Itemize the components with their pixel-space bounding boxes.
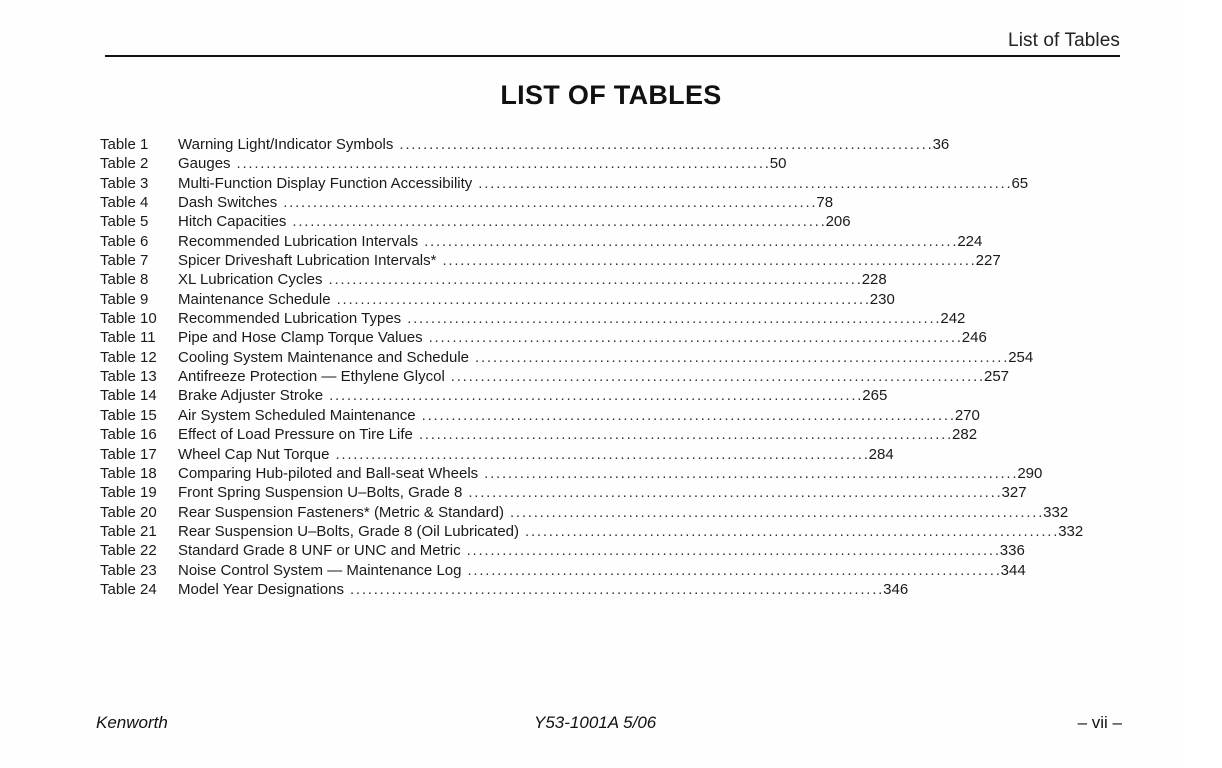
toc-entry-page: 65 bbox=[1011, 174, 1029, 192]
toc-entry[interactable] bbox=[100, 309, 966, 328]
toc-entry-label: Table 23 bbox=[100, 561, 157, 579]
toc-entry-label: Table 1 bbox=[100, 136, 149, 153]
dot-leader bbox=[407, 309, 938, 328]
toc-entry-label: Table 22 bbox=[100, 542, 157, 560]
toc-entry-page: 206 bbox=[825, 213, 851, 231]
toc-entry-page: 254 bbox=[1008, 348, 1034, 366]
toc-entry-page: 78 bbox=[816, 194, 834, 212]
toc-entry-title: Maintenance Schedule bbox=[178, 290, 331, 308]
toc-entry-label: Table 3 bbox=[100, 174, 149, 192]
toc-entry-label: Table 4 bbox=[100, 194, 149, 212]
toc-entry-page: 246 bbox=[961, 329, 987, 347]
toc-entry[interactable] bbox=[100, 386, 888, 405]
toc-entry-title: Brake Adjuster Stroke bbox=[178, 387, 324, 405]
toc-entry-title: Dash Switches bbox=[178, 194, 278, 212]
dot-leader bbox=[429, 328, 960, 347]
dot-leader bbox=[329, 386, 860, 405]
dot-leader bbox=[468, 483, 999, 502]
toc-entry-label: Table 11 bbox=[100, 329, 156, 347]
toc-entry-page: 346 bbox=[883, 580, 909, 598]
dot-leader bbox=[467, 541, 998, 560]
toc-entry-label: Table 12 bbox=[100, 348, 157, 366]
toc-entry-label: Table 9 bbox=[100, 290, 149, 308]
toc-entry-label: Table 16 bbox=[100, 426, 157, 444]
toc-entry-page: 282 bbox=[952, 426, 978, 444]
page-title: LIST OF TABLES bbox=[500, 80, 722, 110]
toc-entry-title: Rear Suspension U–Bolts, Grade 8 (Oil Lubricated) bbox=[178, 522, 520, 540]
toc-entry-page: 344 bbox=[1000, 561, 1026, 579]
dot-leader bbox=[442, 251, 973, 270]
toc-entry-title: Noise Control System — Maintenance Log bbox=[178, 561, 462, 579]
dot-leader bbox=[484, 464, 1015, 483]
dot-leader bbox=[329, 270, 860, 289]
dot-leader bbox=[525, 522, 1056, 541]
toc-entry-title: Model Year Designations bbox=[178, 580, 344, 598]
toc-entry[interactable] bbox=[100, 212, 851, 231]
toc-entry[interactable] bbox=[100, 328, 987, 347]
footer-brand: Kenworth bbox=[96, 713, 168, 732]
toc-entry-title: Spicer Driveshaft Lubrication Intervals* bbox=[178, 252, 437, 270]
toc-entry[interactable] bbox=[100, 135, 950, 154]
toc-entry-title: Comparing Hub-piloted and Ball-seat Wheels bbox=[178, 464, 479, 482]
toc-entry-label: Table 8 bbox=[100, 271, 149, 289]
toc-entry-title: Recommended Lubrication Intervals bbox=[178, 232, 419, 250]
toc-entry-page: 270 bbox=[954, 406, 980, 424]
toc-entry-label: Table 10 bbox=[100, 310, 157, 328]
toc-entry[interactable] bbox=[100, 483, 1027, 502]
toc-entry-title: Hitch Capacities bbox=[178, 213, 287, 231]
toc-entry[interactable] bbox=[100, 406, 980, 425]
toc-entry[interactable] bbox=[100, 193, 834, 212]
toc-entry-title: Air System Scheduled Maintenance bbox=[178, 406, 416, 424]
toc-entry-page: 36 bbox=[932, 136, 950, 153]
toc-entry-title: Rear Suspension Fasteners* (Metric & Standard) bbox=[178, 503, 504, 521]
toc-entry-title: Multi-Function Display Function Accessibility bbox=[178, 174, 473, 192]
toc-entry[interactable] bbox=[100, 174, 1029, 193]
toc-entry-page: 228 bbox=[861, 271, 887, 289]
toc-entry-label: Table 6 bbox=[100, 232, 149, 250]
toc-entry-label: Table 21 bbox=[100, 522, 157, 540]
dot-leader bbox=[475, 348, 1006, 367]
toc-entry[interactable] bbox=[100, 232, 983, 251]
toc-entry-label: Table 14 bbox=[100, 387, 157, 405]
toc-entry-page: 257 bbox=[983, 368, 1010, 386]
toc-entry-title: Wheel Cap Nut Torque bbox=[178, 445, 330, 463]
toc-entry-title: Front Spring Suspension U–Bolts, Grade 8 bbox=[178, 484, 463, 502]
running-header: List of Tables bbox=[1008, 30, 1120, 51]
toc-entry-title: Cooling System Maintenance and Schedule bbox=[178, 348, 470, 366]
toc-entry[interactable] bbox=[100, 367, 1010, 386]
toc-entry[interactable] bbox=[100, 425, 978, 444]
toc-entry[interactable] bbox=[100, 290, 895, 309]
dot-leader bbox=[237, 154, 768, 173]
toc-entry-label: Table 17 bbox=[100, 445, 157, 463]
dot-leader bbox=[467, 561, 998, 580]
dot-leader bbox=[337, 290, 868, 309]
toc-entry-page: 50 bbox=[769, 155, 787, 173]
toc-entry[interactable] bbox=[100, 348, 1034, 367]
toc-entry-page: 284 bbox=[868, 445, 894, 463]
list-of-tables bbox=[100, 135, 1084, 599]
toc-entry-page: 336 bbox=[999, 542, 1025, 560]
dot-leader bbox=[419, 425, 950, 444]
dot-leader bbox=[422, 406, 953, 425]
toc-entry-page: 224 bbox=[957, 232, 983, 250]
toc-entry-title: Effect of Load Pressure on Tire Life bbox=[178, 426, 413, 444]
toc-entry-title: Recommended Lubrication Types bbox=[178, 310, 402, 328]
toc-entry-title: Gauges bbox=[178, 155, 231, 173]
toc-entry[interactable] bbox=[100, 580, 909, 599]
toc-entry-page: 230 bbox=[869, 290, 895, 308]
dot-leader bbox=[424, 232, 955, 251]
toc-entry-label: Table 7 bbox=[100, 252, 149, 270]
toc-entry-page: 265 bbox=[862, 387, 888, 405]
dot-leader bbox=[350, 580, 881, 599]
dot-leader bbox=[510, 503, 1041, 522]
toc-entry-label: Table 13 bbox=[100, 368, 157, 386]
toc-entry-label: Table 20 bbox=[100, 503, 157, 521]
toc-entry[interactable] bbox=[100, 541, 1025, 560]
toc-entry-label: Table 15 bbox=[100, 406, 157, 424]
toc-entry[interactable] bbox=[100, 251, 1001, 270]
toc-entry-title: Standard Grade 8 UNF or UNC and Metric bbox=[178, 542, 461, 560]
toc-entry-title: Pipe and Hose Clamp Torque Values bbox=[178, 329, 423, 347]
toc-entry-page: 227 bbox=[975, 252, 1001, 270]
toc-entry-title: XL Lubrication Cycles bbox=[178, 271, 323, 289]
dot-leader bbox=[283, 193, 814, 212]
toc-entry[interactable] bbox=[100, 503, 1069, 522]
toc-entry-page: 242 bbox=[940, 310, 966, 328]
toc-entry[interactable] bbox=[100, 270, 887, 289]
toc-entry[interactable] bbox=[100, 464, 1043, 483]
header-rule bbox=[105, 55, 1120, 57]
dot-leader bbox=[478, 174, 1009, 193]
toc-entry[interactable] bbox=[100, 154, 787, 173]
dot-leader bbox=[292, 212, 823, 231]
toc-entry-label: Table 5 bbox=[100, 213, 149, 231]
toc-entry-title: Antifreeze Protection — Ethylene Glycol bbox=[178, 368, 445, 386]
toc-entry-page: 332 bbox=[1058, 522, 1084, 540]
toc-entry-page: 332 bbox=[1043, 503, 1069, 521]
dot-leader bbox=[451, 367, 982, 386]
footer-doc-number: Y53-1001A 5/06 bbox=[534, 713, 657, 732]
dot-leader bbox=[335, 445, 866, 464]
toc-entry[interactable] bbox=[100, 522, 1084, 541]
toc-entry-label: Table 19 bbox=[100, 484, 157, 502]
toc-entry-label: Table 18 bbox=[100, 464, 157, 482]
toc-entry[interactable] bbox=[100, 561, 1026, 580]
toc-entry-label: Table 2 bbox=[100, 155, 149, 173]
dot-leader bbox=[399, 135, 930, 154]
toc-entry-label: Table 24 bbox=[100, 580, 157, 598]
footer-page-number: – vii – bbox=[1077, 713, 1122, 732]
toc-entry-page: 327 bbox=[1001, 484, 1027, 502]
toc-entry-page: 290 bbox=[1017, 464, 1043, 482]
toc-entry-title: Warning Light/Indicator Symbols bbox=[178, 136, 394, 153]
toc-entry[interactable] bbox=[100, 445, 894, 464]
